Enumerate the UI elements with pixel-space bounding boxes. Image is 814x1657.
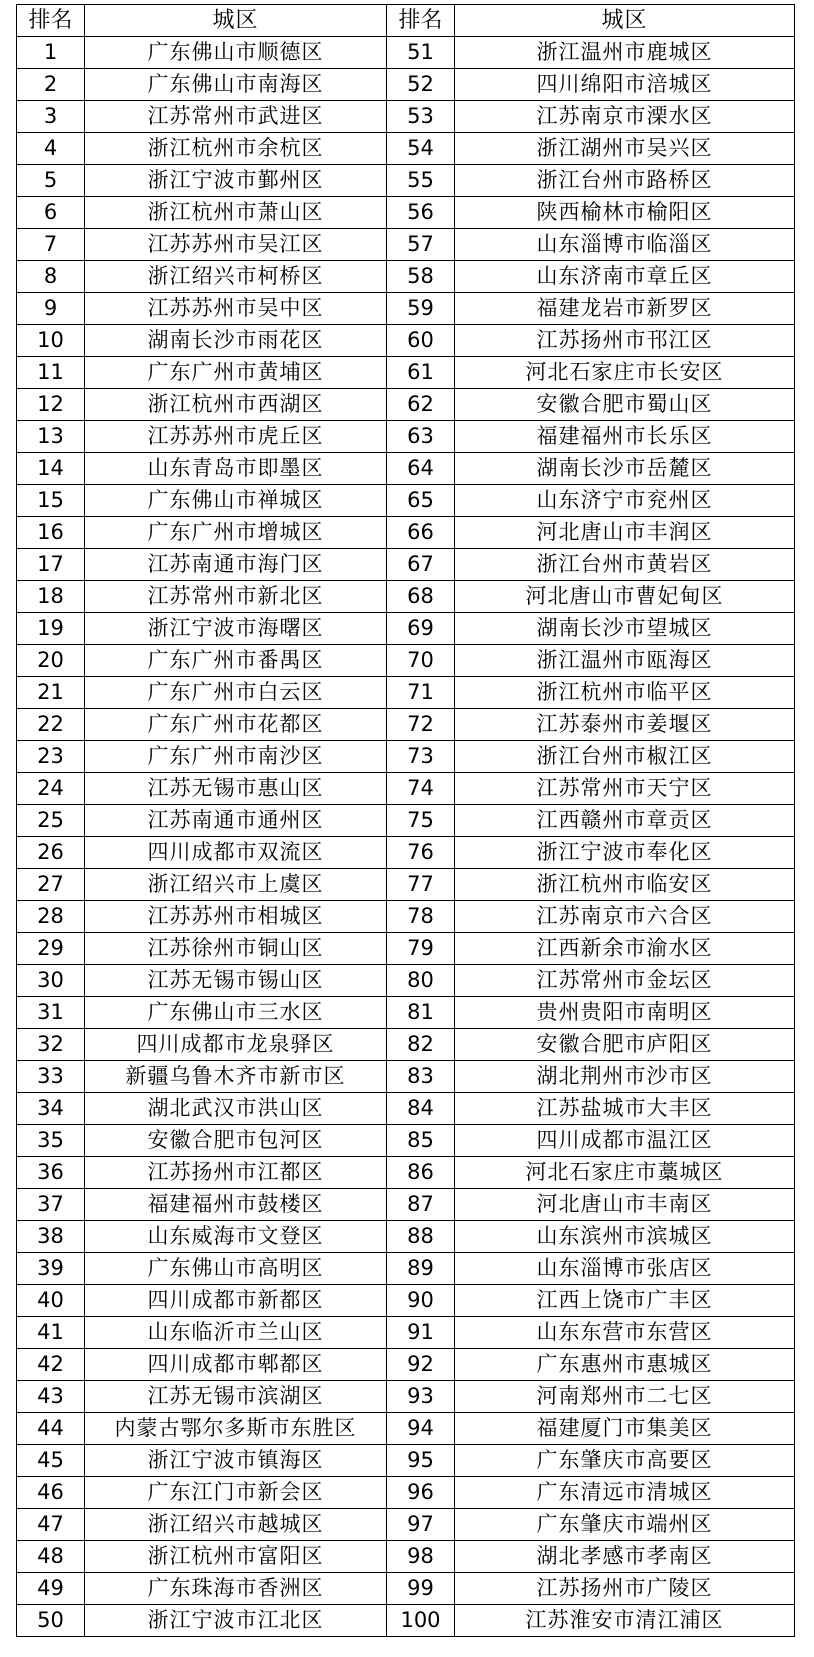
district-cell-right: 湖北孝感市孝南区 <box>455 1541 795 1573</box>
table-row <box>17 1445 795 1477</box>
rank-cell-left: 32 <box>17 1029 85 1061</box>
district-cell-left: 江苏常州市武进区 <box>85 101 387 133</box>
district-cell-right: 山东济南市章丘区 <box>455 261 795 293</box>
district-cell-left: 广东佛山市三水区 <box>85 997 387 1029</box>
table-row <box>17 197 795 229</box>
district-cell-left: 山东临沂市兰山区 <box>85 1317 387 1349</box>
district-cell-left: 浙江杭州市余杭区 <box>85 133 387 165</box>
table-body <box>17 37 795 1637</box>
rank-cell-left: 20 <box>17 645 85 677</box>
rank-cell-left: 40 <box>17 1285 85 1317</box>
district-cell-right: 江苏扬州市邗江区 <box>455 325 795 357</box>
rank-cell-right: 100 <box>387 1605 455 1637</box>
district-cell-left: 广东珠海市香洲区 <box>85 1573 387 1605</box>
table-row <box>17 1253 795 1285</box>
rank-cell-left: 34 <box>17 1093 85 1125</box>
district-cell-right: 福建厦门市集美区 <box>455 1413 795 1445</box>
rank-cell-right: 85 <box>387 1125 455 1157</box>
district-cell-right: 河北石家庄市藁城区 <box>455 1157 795 1189</box>
rank-cell-right: 84 <box>387 1093 455 1125</box>
rank-cell-right: 99 <box>387 1573 455 1605</box>
rank-cell-right: 61 <box>387 357 455 389</box>
rank-cell-right: 63 <box>387 421 455 453</box>
district-cell-right: 湖南长沙市岳麓区 <box>455 453 795 485</box>
district-cell-left: 江苏无锡市锡山区 <box>85 965 387 997</box>
rank-cell-left: 12 <box>17 389 85 421</box>
table-row <box>17 997 795 1029</box>
rank-cell-right: 65 <box>387 485 455 517</box>
rank-cell-left: 27 <box>17 869 85 901</box>
table-row <box>17 933 795 965</box>
district-cell-right: 浙江台州市黄岩区 <box>455 549 795 581</box>
rank-cell-right: 51 <box>387 37 455 69</box>
district-cell-left: 江苏南通市海门区 <box>85 549 387 581</box>
rank-cell-right: 79 <box>387 933 455 965</box>
rank-cell-left: 30 <box>17 965 85 997</box>
district-cell-right: 福建福州市长乐区 <box>455 421 795 453</box>
district-cell-left: 广东佛山市南海区 <box>85 69 387 101</box>
district-cell-right: 河北唐山市丰润区 <box>455 517 795 549</box>
rank-cell-left: 8 <box>17 261 85 293</box>
district-cell-left: 浙江宁波市鄞州区 <box>85 165 387 197</box>
district-cell-right: 陕西榆林市榆阳区 <box>455 197 795 229</box>
rank-cell-left: 23 <box>17 741 85 773</box>
table-row <box>17 1381 795 1413</box>
rank-cell-left: 11 <box>17 357 85 389</box>
rank-cell-right: 77 <box>387 869 455 901</box>
table-row <box>17 357 795 389</box>
district-cell-left: 湖南长沙市雨花区 <box>85 325 387 357</box>
district-cell-left: 广东佛山市高明区 <box>85 1253 387 1285</box>
district-cell-right: 江苏常州市金坛区 <box>455 965 795 997</box>
table-row <box>17 133 795 165</box>
rank-cell-left: 31 <box>17 997 85 1029</box>
rank-cell-right: 91 <box>387 1317 455 1349</box>
rank-cell-left: 46 <box>17 1477 85 1509</box>
rank-cell-left: 4 <box>17 133 85 165</box>
table-row <box>17 165 795 197</box>
rank-cell-left: 24 <box>17 773 85 805</box>
table-row <box>17 1125 795 1157</box>
table-row <box>17 1317 795 1349</box>
table-row <box>17 805 795 837</box>
district-cell-left: 四川成都市郫都区 <box>85 1349 387 1381</box>
rank-cell-left: 33 <box>17 1061 85 1093</box>
district-cell-right: 浙江杭州市临平区 <box>455 677 795 709</box>
rank-cell-right: 68 <box>387 581 455 613</box>
rank-cell-right: 64 <box>387 453 455 485</box>
rank-cell-left: 2 <box>17 69 85 101</box>
table-row <box>17 645 795 677</box>
rank-cell-right: 52 <box>387 69 455 101</box>
rank-cell-right: 78 <box>387 901 455 933</box>
district-cell-right: 江苏淮安市清江浦区 <box>455 1605 795 1637</box>
rank-cell-right: 56 <box>387 197 455 229</box>
district-cell-right: 江苏南京市溧水区 <box>455 101 795 133</box>
district-cell-left: 浙江杭州市萧山区 <box>85 197 387 229</box>
rank-cell-right: 57 <box>387 229 455 261</box>
rank-cell-right: 95 <box>387 1445 455 1477</box>
table-row <box>17 1541 795 1573</box>
rank-cell-right: 80 <box>387 965 455 997</box>
table-row <box>17 1285 795 1317</box>
district-cell-right: 江苏常州市天宁区 <box>455 773 795 805</box>
district-cell-left: 浙江宁波市镇海区 <box>85 1445 387 1477</box>
district-cell-left: 江苏南通市通州区 <box>85 805 387 837</box>
district-cell-left: 广东广州市白云区 <box>85 677 387 709</box>
district-cell-left: 浙江宁波市江北区 <box>85 1605 387 1637</box>
district-cell-right: 湖北荆州市沙市区 <box>455 1061 795 1093</box>
rank-cell-left: 25 <box>17 805 85 837</box>
table-row <box>17 1573 795 1605</box>
table-row <box>17 741 795 773</box>
district-column-header-left: 城区 <box>85 5 387 37</box>
rank-cell-right: 55 <box>387 165 455 197</box>
rank-cell-left: 16 <box>17 517 85 549</box>
district-cell-left: 四川成都市新都区 <box>85 1285 387 1317</box>
district-cell-left: 江苏徐州市铜山区 <box>85 933 387 965</box>
table-row <box>17 773 795 805</box>
table-row <box>17 421 795 453</box>
rank-cell-right: 97 <box>387 1509 455 1541</box>
rank-cell-right: 54 <box>387 133 455 165</box>
district-cell-right: 河南郑州市二七区 <box>455 1381 795 1413</box>
district-cell-left: 江苏苏州市吴中区 <box>85 293 387 325</box>
district-cell-right: 福建龙岩市新罗区 <box>455 293 795 325</box>
rank-cell-left: 37 <box>17 1189 85 1221</box>
district-cell-right: 浙江杭州市临安区 <box>455 869 795 901</box>
district-cell-left: 浙江杭州市富阳区 <box>85 1541 387 1573</box>
table-row <box>17 325 795 357</box>
district-cell-left: 广东广州市番禺区 <box>85 645 387 677</box>
district-cell-right: 广东惠州市惠城区 <box>455 1349 795 1381</box>
table-row <box>17 901 795 933</box>
rank-cell-left: 42 <box>17 1349 85 1381</box>
rank-column-header-right: 排名 <box>387 5 455 37</box>
rank-column-header-left: 排名 <box>17 5 85 37</box>
table-row <box>17 1157 795 1189</box>
rank-cell-right: 72 <box>387 709 455 741</box>
rank-cell-right: 96 <box>387 1477 455 1509</box>
district-cell-right: 河北唐山市丰南区 <box>455 1189 795 1221</box>
district-cell-right: 广东肇庆市端州区 <box>455 1509 795 1541</box>
district-cell-right: 安徽合肥市庐阳区 <box>455 1029 795 1061</box>
rank-cell-left: 17 <box>17 549 85 581</box>
district-cell-left: 新疆乌鲁木齐市新市区 <box>85 1061 387 1093</box>
table-row <box>17 581 795 613</box>
district-cell-right: 江苏扬州市广陵区 <box>455 1573 795 1605</box>
rank-cell-right: 92 <box>387 1349 455 1381</box>
rank-cell-right: 83 <box>387 1061 455 1093</box>
rank-cell-right: 53 <box>387 101 455 133</box>
district-cell-left: 广东广州市增城区 <box>85 517 387 549</box>
rank-cell-right: 71 <box>387 677 455 709</box>
district-cell-left: 浙江绍兴市柯桥区 <box>85 261 387 293</box>
district-cell-left: 浙江绍兴市上虞区 <box>85 869 387 901</box>
table-row <box>17 37 795 69</box>
district-cell-right: 山东济宁市兖州区 <box>455 485 795 517</box>
rank-cell-left: 50 <box>17 1605 85 1637</box>
district-cell-right: 江苏南京市六合区 <box>455 901 795 933</box>
rank-cell-right: 90 <box>387 1285 455 1317</box>
rank-cell-left: 38 <box>17 1221 85 1253</box>
table-row <box>17 1061 795 1093</box>
district-cell-right: 浙江宁波市奉化区 <box>455 837 795 869</box>
rank-cell-left: 41 <box>17 1317 85 1349</box>
district-cell-right: 江苏盐城市大丰区 <box>455 1093 795 1125</box>
rank-cell-right: 98 <box>387 1541 455 1573</box>
rank-cell-left: 10 <box>17 325 85 357</box>
rank-cell-left: 19 <box>17 613 85 645</box>
table-row <box>17 1477 795 1509</box>
table-row <box>17 1605 795 1637</box>
district-cell-left: 江苏扬州市江都区 <box>85 1157 387 1189</box>
district-cell-right: 贵州贵阳市南明区 <box>455 997 795 1029</box>
district-cell-left: 江苏无锡市滨湖区 <box>85 1381 387 1413</box>
district-cell-right: 四川绵阳市涪城区 <box>455 69 795 101</box>
rank-cell-right: 81 <box>387 997 455 1029</box>
table-row <box>17 709 795 741</box>
rank-cell-left: 22 <box>17 709 85 741</box>
rank-cell-right: 59 <box>387 293 455 325</box>
table-row <box>17 1509 795 1541</box>
district-cell-left: 山东威海市文登区 <box>85 1221 387 1253</box>
district-cell-left: 江苏苏州市吴江区 <box>85 229 387 261</box>
rank-cell-left: 28 <box>17 901 85 933</box>
table-row <box>17 101 795 133</box>
district-cell-right: 浙江温州市瓯海区 <box>455 645 795 677</box>
rank-cell-left: 47 <box>17 1509 85 1541</box>
district-cell-left: 浙江绍兴市越城区 <box>85 1509 387 1541</box>
rank-cell-right: 88 <box>387 1221 455 1253</box>
rank-cell-left: 29 <box>17 933 85 965</box>
district-cell-left: 四川成都市龙泉驿区 <box>85 1029 387 1061</box>
district-cell-right: 山东滨州市滨城区 <box>455 1221 795 1253</box>
district-cell-right: 江西新余市渝水区 <box>455 933 795 965</box>
rank-cell-left: 26 <box>17 837 85 869</box>
rank-cell-right: 60 <box>387 325 455 357</box>
district-cell-left: 湖北武汉市洪山区 <box>85 1093 387 1125</box>
table-row <box>17 869 795 901</box>
district-cell-left: 广东广州市花都区 <box>85 709 387 741</box>
table-row <box>17 1349 795 1381</box>
rank-cell-left: 18 <box>17 581 85 613</box>
table-row <box>17 69 795 101</box>
table-row <box>17 485 795 517</box>
table-row <box>17 1093 795 1125</box>
district-cell-left: 广东佛山市顺德区 <box>85 37 387 69</box>
rank-cell-right: 89 <box>387 1253 455 1285</box>
rank-cell-left: 36 <box>17 1157 85 1189</box>
district-cell-left: 安徽合肥市包河区 <box>85 1125 387 1157</box>
district-cell-right: 安徽合肥市蜀山区 <box>455 389 795 421</box>
rank-cell-right: 58 <box>387 261 455 293</box>
district-cell-right: 江西赣州市章贡区 <box>455 805 795 837</box>
rank-cell-left: 49 <box>17 1573 85 1605</box>
district-column-header-right: 城区 <box>455 5 795 37</box>
rank-cell-left: 15 <box>17 485 85 517</box>
table-row <box>17 517 795 549</box>
rank-cell-left: 43 <box>17 1381 85 1413</box>
district-cell-left: 江苏无锡市惠山区 <box>85 773 387 805</box>
rank-cell-left: 6 <box>17 197 85 229</box>
district-cell-left: 四川成都市双流区 <box>85 837 387 869</box>
header-row <box>17 5 795 37</box>
district-cell-right: 江西上饶市广丰区 <box>455 1285 795 1317</box>
district-cell-right: 河北石家庄市长安区 <box>455 357 795 389</box>
rank-cell-right: 67 <box>387 549 455 581</box>
rank-cell-right: 76 <box>387 837 455 869</box>
rank-cell-right: 82 <box>387 1029 455 1061</box>
rank-cell-left: 45 <box>17 1445 85 1477</box>
rank-cell-right: 94 <box>387 1413 455 1445</box>
table-row <box>17 293 795 325</box>
table-row <box>17 613 795 645</box>
table-row <box>17 1221 795 1253</box>
rank-cell-left: 35 <box>17 1125 85 1157</box>
district-cell-left: 浙江宁波市海曙区 <box>85 613 387 645</box>
table-row <box>17 389 795 421</box>
table-row <box>17 1029 795 1061</box>
district-cell-right: 河北唐山市曹妃甸区 <box>455 581 795 613</box>
rank-cell-left: 14 <box>17 453 85 485</box>
rank-cell-left: 9 <box>17 293 85 325</box>
district-cell-left: 广东广州市南沙区 <box>85 741 387 773</box>
district-cell-right: 浙江温州市鹿城区 <box>455 37 795 69</box>
rank-cell-left: 48 <box>17 1541 85 1573</box>
district-cell-left: 福建福州市鼓楼区 <box>85 1189 387 1221</box>
district-cell-right: 山东东营市东营区 <box>455 1317 795 1349</box>
table-row <box>17 229 795 261</box>
district-cell-right: 山东淄博市临淄区 <box>455 229 795 261</box>
rank-cell-left: 13 <box>17 421 85 453</box>
rank-cell-left: 5 <box>17 165 85 197</box>
district-cell-left: 内蒙古鄂尔多斯市东胜区 <box>85 1413 387 1445</box>
rank-cell-right: 75 <box>387 805 455 837</box>
rank-cell-left: 39 <box>17 1253 85 1285</box>
district-cell-right: 湖南长沙市望城区 <box>455 613 795 645</box>
rank-cell-left: 1 <box>17 37 85 69</box>
rank-cell-right: 93 <box>387 1381 455 1413</box>
rank-cell-right: 62 <box>387 389 455 421</box>
district-cell-right: 浙江台州市椒江区 <box>455 741 795 773</box>
district-cell-left: 广东江门市新会区 <box>85 1477 387 1509</box>
table-row <box>17 1413 795 1445</box>
district-cell-right: 浙江湖州市吴兴区 <box>455 133 795 165</box>
district-cell-right: 四川成都市温江区 <box>455 1125 795 1157</box>
rank-cell-left: 7 <box>17 229 85 261</box>
rank-cell-right: 70 <box>387 645 455 677</box>
rank-cell-right: 69 <box>387 613 455 645</box>
rank-cell-right: 66 <box>387 517 455 549</box>
district-cell-left: 广东佛山市禅城区 <box>85 485 387 517</box>
rank-cell-left: 3 <box>17 101 85 133</box>
rank-cell-left: 21 <box>17 677 85 709</box>
district-cell-right: 广东清远市清城区 <box>455 1477 795 1509</box>
table-row <box>17 1189 795 1221</box>
district-cell-left: 江苏苏州市相城区 <box>85 901 387 933</box>
district-cell-left: 浙江杭州市西湖区 <box>85 389 387 421</box>
district-cell-right: 浙江台州市路桥区 <box>455 165 795 197</box>
district-cell-left: 广东广州市黄埔区 <box>85 357 387 389</box>
district-cell-left: 山东青岛市即墨区 <box>85 453 387 485</box>
district-cell-right: 山东淄博市张店区 <box>455 1253 795 1285</box>
district-cell-right: 江苏泰州市姜堰区 <box>455 709 795 741</box>
table-row <box>17 837 795 869</box>
rank-cell-right: 74 <box>387 773 455 805</box>
district-cell-right: 广东肇庆市高要区 <box>455 1445 795 1477</box>
district-cell-left: 江苏苏州市虎丘区 <box>85 421 387 453</box>
table-row <box>17 965 795 997</box>
rank-cell-right: 87 <box>387 1189 455 1221</box>
rank-cell-right: 86 <box>387 1157 455 1189</box>
district-cell-left: 江苏常州市新北区 <box>85 581 387 613</box>
ranking-table <box>16 4 795 1637</box>
table-row <box>17 261 795 293</box>
rank-cell-right: 73 <box>387 741 455 773</box>
table-row <box>17 453 795 485</box>
table-row <box>17 677 795 709</box>
rank-cell-left: 44 <box>17 1413 85 1445</box>
table-header <box>17 5 795 37</box>
table-row <box>17 549 795 581</box>
